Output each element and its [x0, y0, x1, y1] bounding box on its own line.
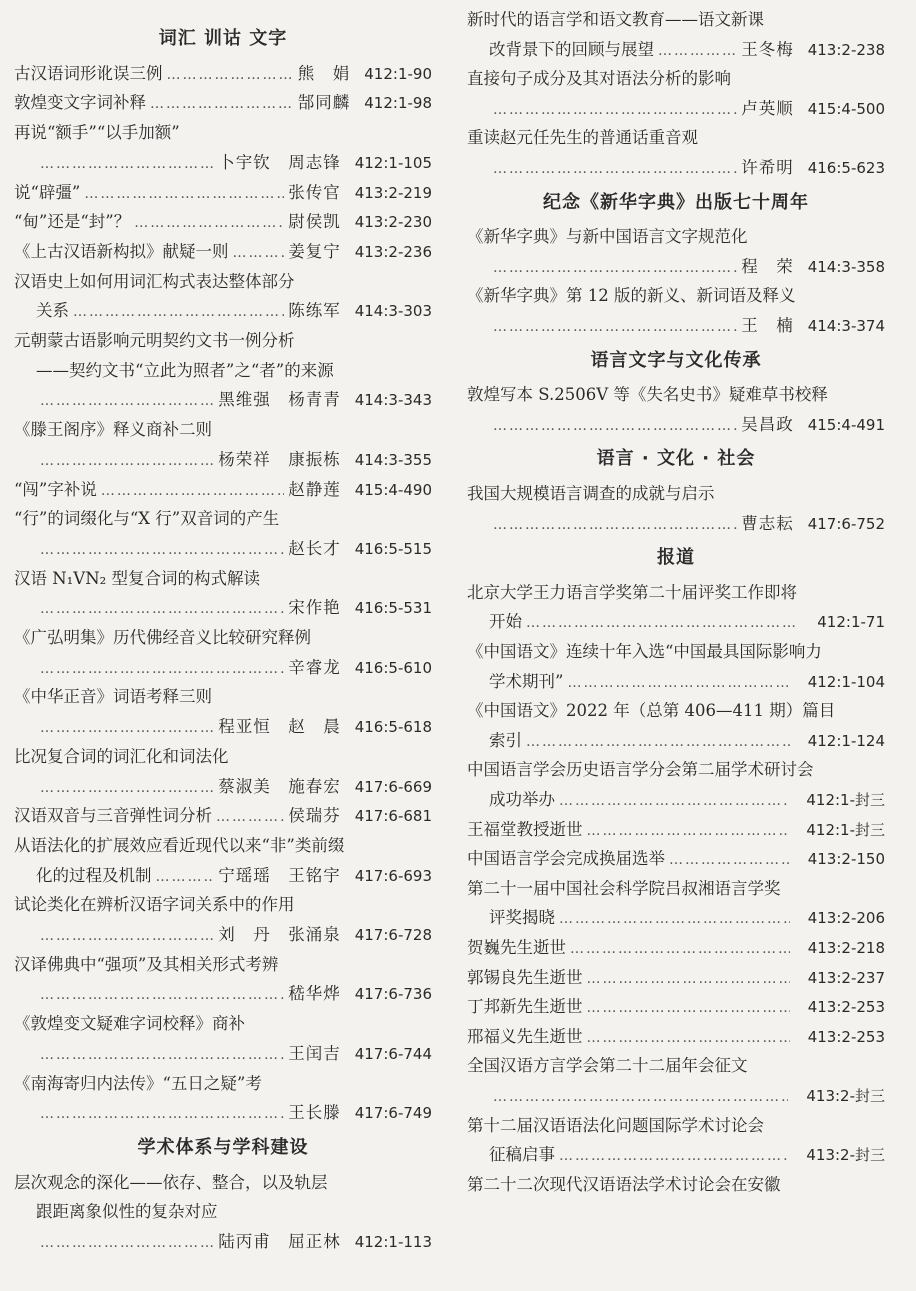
entry-reference: 417:6-728 [354, 926, 432, 944]
section-heading: 报道 [657, 547, 695, 569]
entry-title: 开始 [489, 612, 522, 632]
entry-authors: 辛睿龙 [288, 657, 341, 677]
dot-leader [40, 655, 284, 682]
entry-authors: 许希明 [741, 158, 794, 177]
index-entry-title: 第二十二次现代汉语语法学术讨论会在安徽 [467, 1174, 781, 1194]
dot-leader [40, 150, 214, 177]
entry-reference: 413:2-236 [354, 242, 432, 261]
index-entry [489, 510, 885, 538]
entry-authors: 刘 丹 张涌泉 [218, 925, 341, 944]
dot-leader [493, 1083, 788, 1110]
entry-authors: 姜复宁 [288, 241, 341, 261]
dot-leader [493, 412, 737, 439]
dot-leader [570, 935, 790, 962]
entry-reference: 416:5-610 [354, 658, 432, 677]
dot-leader [40, 922, 214, 949]
index-entry-title: 汉语史上如何用词汇构式表达整体部分 [14, 271, 295, 291]
index-entry [14, 179, 432, 207]
index-entry [14, 802, 432, 830]
index-entry [489, 668, 885, 696]
entry-reference: 413:2-237 [807, 968, 885, 987]
index-entry-title: 再说“额手”“以手加额” [14, 123, 180, 143]
entry-authors: 嵇华烨 [288, 984, 341, 1004]
dot-leader [40, 981, 284, 1008]
dot-leader [40, 1100, 284, 1127]
entry-title: 王福堂教授逝世 [467, 819, 583, 839]
index-entry-title: 《新华字典》第 12 版的新义、新词语及释义 [467, 286, 796, 306]
entry-reference: 417:6-752 [807, 514, 885, 533]
dot-leader [587, 965, 790, 992]
dot-leader [526, 609, 799, 636]
index-entry-title: 《中华正音》词语考释三则 [14, 687, 212, 707]
index-entry [14, 89, 432, 117]
index-entry [467, 964, 885, 992]
dot-leader [493, 511, 737, 538]
entry-authors: 赵长才 [288, 538, 341, 558]
index-entry-title: 我国大规模语言调查的成就与启示 [467, 484, 715, 503]
entry-reference: 413:2-封三 [806, 1087, 885, 1105]
entry-authors: 杨荣祥 康振栋 [218, 449, 341, 469]
entry-reference: 412:1-113 [354, 1233, 432, 1251]
index-entry-title: 跟距离象似性的复杂对应 [36, 1202, 218, 1222]
index-entry-title: 全国汉语方言学会第二十二届年会征文 [467, 1056, 748, 1076]
entry-reference: 416:5-623 [807, 159, 885, 177]
entry-reference: 412:1-90 [364, 64, 432, 83]
section-heading: 语言 · 文化 · 社会 [596, 448, 756, 470]
index-entry-title: 《中国语文》2022 年（总第 406—411 期）篇目 [467, 701, 836, 721]
entry-title: 邢福义先生逝世 [467, 1026, 583, 1046]
entry-reference: 416:5-515 [354, 539, 432, 558]
entry-reference: 415:4-500 [807, 99, 885, 118]
entry-title: 中国语言学会完成换届选举 [467, 849, 665, 869]
entry-authors: 张传官 [288, 182, 341, 202]
dot-leader [101, 477, 284, 504]
entry-reference: 415:4-491 [807, 415, 885, 434]
entry-title: 郭锡良先生逝世 [467, 967, 583, 987]
entry-reference: 412:1-98 [364, 94, 432, 113]
entry-title: “闯”字补说 [14, 479, 97, 499]
index-entry [14, 208, 432, 236]
entry-authors: 宁瑶瑶 王铭宇 [218, 865, 341, 885]
index-entry [467, 816, 885, 844]
dot-leader [669, 846, 790, 873]
entry-reference: 413:2-150 [807, 850, 885, 869]
entry-title: 学术期刊” [489, 671, 564, 691]
index-entry [36, 713, 432, 741]
entry-reference: 413:2-253 [807, 1027, 885, 1046]
dot-leader [40, 595, 284, 622]
index-entry [489, 786, 885, 814]
entry-authors: 王闰吉 [288, 1043, 341, 1063]
index-entry-title: 比况复合词的词汇化和词法化 [14, 746, 229, 766]
entry-title: 征稿启事 [489, 1145, 555, 1165]
index-entry [36, 446, 432, 474]
index-entry [36, 654, 432, 682]
entry-reference: 413:2-253 [807, 998, 885, 1017]
entry-reference: 417:6-693 [354, 866, 432, 885]
index-entry [36, 862, 432, 890]
entry-authors: 蔡淑美 施春宏 [218, 776, 341, 796]
entry-title: 贺巍先生逝世 [467, 938, 566, 957]
dot-leader [587, 994, 790, 1021]
index-entry-title: 《中国语文》连续十年入选“中国最具国际影响力 [467, 642, 822, 661]
entry-authors: 陈练军 [288, 301, 341, 321]
dot-leader [150, 90, 294, 117]
entry-authors: 郜同麟 [297, 93, 351, 113]
index-entry [36, 921, 432, 949]
index-entry-title: ——契约文书“立此为照者”之“者”的来源 [36, 360, 334, 380]
entry-authors: 赵静莲 [288, 479, 341, 499]
entry-authors: 陆丙甫 屈正林 [218, 1232, 341, 1251]
entry-reference: 413:2-封三 [806, 1146, 885, 1165]
dot-leader [40, 387, 214, 414]
entry-authors: 卜宇钦 周志锋 [218, 152, 341, 172]
index-entry-title: 《敦煌变文疑难字词校释》商补 [14, 1014, 245, 1034]
index-entry-title: 元朝蒙古语影响元明契约文书一例分析 [14, 331, 295, 350]
entry-title: 《上古汉语新构拟》献疑一则 [14, 241, 229, 261]
dot-leader [559, 1142, 788, 1169]
dot-leader [559, 905, 790, 932]
dot-leader [40, 536, 284, 563]
entry-authors: 王冬梅 [741, 39, 794, 59]
index-entry-title: 汉译佛典中“强项”及其相关形式考辨 [14, 954, 279, 974]
entry-reference: 414:3-343 [354, 391, 432, 410]
dot-leader [587, 1024, 790, 1051]
entry-authors: 侯瑞芬 [288, 806, 341, 826]
entry-title: 成功举办 [489, 790, 555, 809]
entry-reference: 412:1-封三 [806, 791, 885, 809]
entry-reference: 417:6-669 [354, 777, 432, 796]
section-heading: 学术体系与学科建设 [137, 1136, 309, 1158]
index-entry-title: 重读赵元任先生的普通话重音观 [467, 128, 698, 148]
dot-leader [567, 669, 789, 696]
entry-reference: 414:3-374 [807, 317, 885, 335]
dot-leader [73, 298, 284, 325]
index-entry [36, 149, 432, 177]
dot-leader [40, 714, 214, 741]
dot-leader [40, 1041, 284, 1068]
entry-reference: 412:1-71 [817, 613, 885, 632]
index-entry [489, 904, 885, 932]
dot-leader [134, 209, 284, 236]
entry-reference: 414:3-355 [354, 450, 432, 469]
index-entry [489, 1141, 885, 1169]
index-entry [36, 297, 432, 325]
section-heading: 语言文字与文化传承 [590, 349, 762, 371]
entry-reference: 416:5-531 [354, 599, 432, 618]
entry-title: 丁邦新先生逝世 [467, 997, 583, 1017]
entry-authors: 尉侯凯 [288, 212, 341, 232]
dot-leader [40, 774, 214, 801]
index-entry [36, 773, 432, 801]
index-entry [489, 608, 885, 636]
index-entry-title: 《滕王阁序》释义商补二则 [14, 420, 212, 440]
entry-reference: 412:1-105 [354, 153, 432, 172]
index-entry-title: 汉语 N₁VN₂ 型复合词的构式解读 [14, 568, 261, 588]
index-entry-title: 新时代的语言学和语文教育——语文新课 [467, 10, 764, 29]
index-entry [489, 411, 885, 439]
entry-authors: 卢英顺 [741, 98, 794, 118]
entry-reference: 414:3-303 [354, 302, 432, 321]
entry-authors: 王长滕 [288, 1103, 341, 1123]
index-entry [489, 312, 885, 340]
section-heading: 纪念《新华字典》出版七十周年 [543, 191, 809, 213]
entry-reference: 417:6-749 [354, 1104, 432, 1123]
dot-leader [84, 180, 284, 207]
index-entry [489, 727, 885, 755]
index-entry [489, 36, 885, 64]
index-entry [36, 1040, 432, 1068]
entry-title: “甸”还是“封”？ [14, 212, 131, 232]
entry-title: 古汉语词形讹误三例 [14, 63, 163, 83]
index-entry [467, 845, 885, 873]
index-entry [36, 535, 432, 563]
index-entry [489, 1082, 885, 1110]
dot-leader [493, 155, 737, 182]
entry-reference: 413:2-238 [807, 40, 885, 59]
index-entry [467, 993, 885, 1021]
entry-title: 化的过程及机制 [36, 865, 152, 885]
entry-title: 评奖揭晓 [489, 908, 555, 928]
index-entry [489, 154, 885, 182]
dot-leader [526, 728, 790, 755]
index-entry-title: 敦煌写本 S.2506V 等《失名史书》疑难草书校释 [467, 385, 828, 405]
entry-authors: 程亚恒 赵 晨 [218, 717, 341, 737]
index-entry [14, 476, 432, 504]
entry-authors: 曹志耘 [741, 513, 794, 533]
entry-reference: 413:2-218 [807, 939, 885, 957]
entry-reference: 414:3-358 [807, 257, 885, 276]
dot-leader [216, 803, 284, 830]
entry-reference: 417:6-681 [354, 807, 432, 826]
dot-leader [167, 61, 294, 88]
index-entry-title: 《新华字典》与新中国语言文字规范化 [467, 227, 748, 247]
index-entry [467, 1023, 885, 1051]
entry-reference: 412:1-封三 [806, 820, 885, 839]
section-heading: 词汇 训诂 文字 [158, 28, 288, 49]
index-entry [489, 95, 885, 123]
entry-authors: 熊 娟 [297, 63, 351, 83]
dot-leader [493, 313, 737, 340]
entry-authors: 王 楠 [741, 316, 794, 335]
index-entry-title: “行”的词缀化与“X 行”双音词的产生 [14, 509, 280, 529]
index-entry [14, 60, 432, 88]
index-entry [36, 980, 432, 1008]
entry-authors: 宋作艳 [288, 598, 341, 618]
index-entry [467, 934, 885, 962]
index-entry [36, 594, 432, 622]
entry-reference: 412:1-124 [807, 731, 885, 750]
index-entry-title: 中国语言学会历史语言学分会第二届学术研讨会 [467, 760, 814, 780]
index-entry [36, 1099, 432, 1127]
entry-reference: 415:4-490 [354, 480, 432, 499]
entry-authors: 吴昌政 [741, 414, 794, 434]
entry-title: 改背景下的回顾与展望 [489, 39, 654, 59]
entry-reference: 413:2-230 [354, 213, 432, 232]
index-entry [489, 253, 885, 281]
dot-leader [658, 37, 737, 64]
dot-leader [40, 447, 214, 474]
index-entry-title: 层次观念的深化——依存、整合，以及轨层 [14, 1172, 328, 1192]
entry-reference: 416:5-618 [354, 718, 432, 737]
index-entry-title: 第十二届汉语语法化问题国际学术讨论会 [467, 1115, 764, 1135]
entry-title: 汉语双音与三音弹性词分析 [14, 806, 212, 826]
dot-leader [587, 817, 789, 844]
dot-leader [40, 1229, 214, 1256]
dot-leader [233, 239, 285, 266]
entry-title: 关系 [36, 301, 69, 321]
dot-leader [493, 254, 737, 281]
index-entry-title: 从语法化的扩展效应看近现代以来“非”类前缀 [14, 835, 345, 855]
entry-reference: 413:2-206 [807, 909, 885, 928]
entry-reference: 417:6-736 [354, 985, 432, 1004]
index-entry-title: 试论类化在辨析汉语字词关系中的作用 [14, 895, 295, 915]
entry-authors: 程 荣 [741, 256, 794, 276]
index-entry [36, 386, 432, 414]
entry-reference: 413:2-219 [354, 183, 432, 202]
index-entry-title: 《广弘明集》历代佛经音义比较研究释例 [14, 628, 311, 647]
index-entry [36, 1228, 432, 1256]
entry-reference: 412:1-104 [807, 672, 885, 691]
entry-authors: 黑维强 杨青青 [218, 390, 341, 410]
index-entry [14, 238, 432, 266]
entry-title: 敦煌变文字词补释 [14, 93, 146, 113]
index-entry-title: 北京大学王力语言学奖第二十届评奖工作即将 [467, 582, 797, 602]
index-entry-title: 直接句子成分及其对语法分析的影响 [467, 69, 731, 89]
dot-leader [156, 863, 215, 890]
dot-leader [559, 787, 788, 814]
index-entry-title: 《南海寄归内法传》“五日之疑”考 [14, 1073, 262, 1093]
entry-title: 说“辟彊” [14, 182, 81, 202]
entry-reference: 417:6-744 [354, 1044, 432, 1063]
entry-title: 索引 [489, 730, 522, 750]
index-entry-title: 第二十一届中国社会科学院吕叔湘语言学奖 [467, 878, 781, 898]
dot-leader [493, 96, 737, 123]
